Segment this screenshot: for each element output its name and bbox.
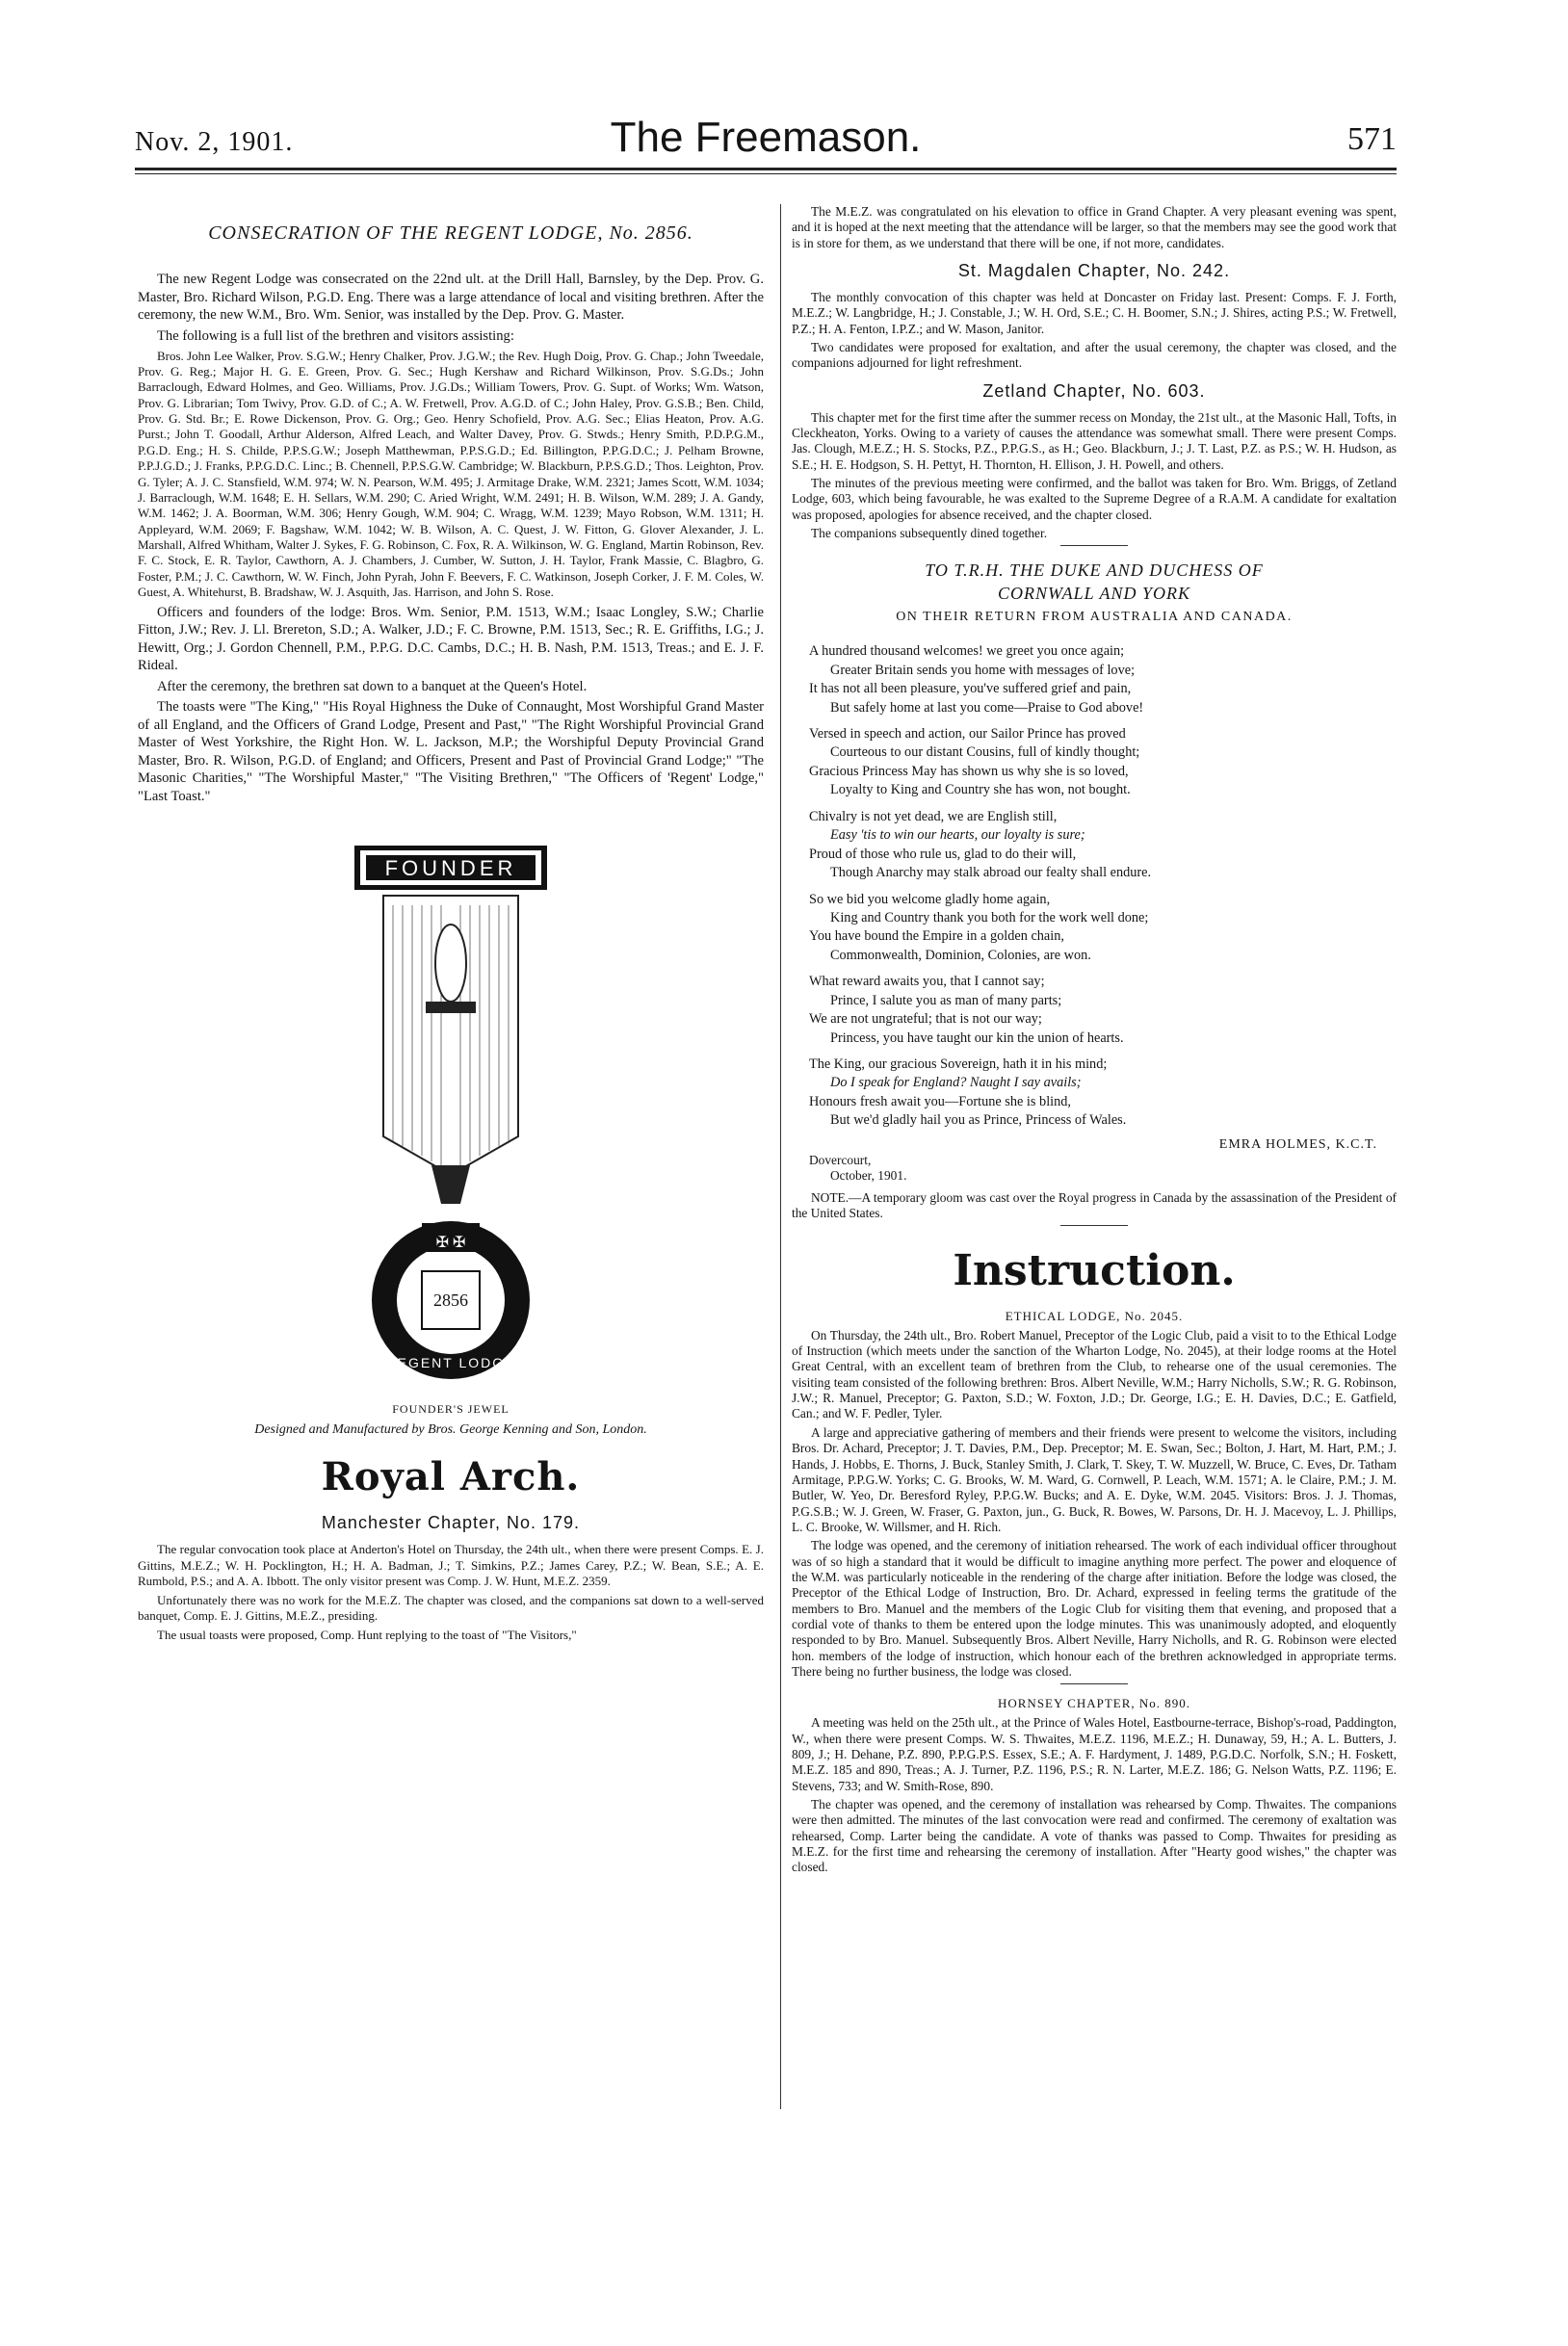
poem-line: Versed in speech and action, our Sailor Prince has proved xyxy=(809,726,1126,743)
issue-date: Nov. 2, 1901. xyxy=(135,127,294,157)
section-separator xyxy=(1060,1225,1128,1226)
hornsey-p1: A meeting was held on the 25th ult., at the Prince of Wales Hotel, Eastbourne-terrace, Bishop's-road, Paddington, W., when there were present Comps. W. S. Thwaites, M.E.Z. 1196, M.E.Z.; H. Dunaway, 59, H.; A. L. Butters, J. 809, J.; H. Dehane, P.Z. 890, P.P.G.P.S. Essex, S.E.; A. F. Hardyment, J. 1489, P.G.D.C. Norfolk, S.N.; H. Foskett, M.E.Z. 185 and 890, Treas.; A. J. Turner, P.Z. 1196, P.S.; R. N. Larter, M.E.Z. 186; G. Nelson Watts, P.Z. 1196; E. Stevens, 733; and W. Smith-Rose, 890. xyxy=(792,1715,1397,1793)
st-magdalen-p2: Two candidates were proposed for exaltation, and after the usual ceremony, the chapter was closed, and the companions adjourned for light refreshment. xyxy=(792,340,1397,371)
officers-paragraph: Officers and founders of the lodge: Bros. Wm. Senior, P.M. 1513, W.M.; Isaac Longley, S.W.; Charlie Fitton, J.W.; Rev. J. Ll. Brereton, S.D.; A. Walker, J.D.; F. C. Browne, P.M. 1513, Sec.; R. E. Griffiths, I.G.; J. Hewitt, Org.; J. Gordon Chennell, P.M., P.P.G. D.C. Cambs, D.C.; H. B. Nash, P.M. 1513, Treas.; and E. J. F. Rideal. xyxy=(138,604,764,674)
founders-jewel-illustration xyxy=(326,819,576,1396)
poem-line: Proud of those who rule us, glad to do their will, xyxy=(809,846,1077,862)
jewel-emblem xyxy=(435,925,466,1002)
jewel-ring-label: REGENT LODGE xyxy=(385,1355,516,1371)
poem-line: The King, our gracious Sovereign, hath it in his mind; xyxy=(809,1056,1108,1073)
poem-line: But safely home at last you come—Praise to God above! xyxy=(830,699,1144,716)
right-column xyxy=(792,204,1397,1879)
poem-line: Loyalty to King and Country she has won, not bought. xyxy=(830,782,1131,798)
instruction-heading: Instruction. xyxy=(953,1246,1236,1296)
poem-line: Commonwealth, Dominion, Colonies, are won. xyxy=(830,947,1091,963)
poem-line: Easy 'tis to win our hearts, our loyalty is sure; xyxy=(830,827,1085,844)
ethical-p1: On Thursday, the 24th ult., Bro. Robert Manuel, Preceptor of the Logic Club, paid a visit to to the Ethical Lodge of Instruction (which meets under the sanction of the Wharton Lodge, No. 2045), at their lodge rooms at the Hotel Great Central, with an excellent team of brethren from the Club, to rehearse one of the usual ceremonies. The visiting team consisted of the following brethren: Bros. Albert Neville, W.M.; Harry Nicholls, S.W.; R. G. Robinson, J.W.; R. Manuel, Preceptor; G. Paxton, S.D.; W. Foxton, J.D.; Dr. George, I.G.; E. H. Davies, D.C.; E. Gatfield, Can.; and W. F. Pedler, Tyler. xyxy=(792,1327,1397,1421)
poem-date: October, 1901. xyxy=(830,1168,907,1184)
st-magdalen-p1: The monthly convocation of this chapter was held at Doncaster on Friday last. Present: Comps. F. J. Forth, M.E.Z.; W. Langbridge, H.; J. Constable, J.; W. H. Ord, S.E.; C. H. Boomer, S.N.; J. Shires, acting P.S.; W. Fretwell, P.Z.; H. A. Fenton, I.P.Z.; and W. Mason, Janitor. xyxy=(792,289,1397,336)
poem-line: Greater Britain sends you home with messages of love; xyxy=(830,662,1136,678)
zetland-p3: The companions subsequently dined together. xyxy=(811,526,1048,541)
zetland-title: Zetland Chapter, No. 603. xyxy=(982,380,1206,401)
poem-line: Chivalry is not yet dead, we are English still, xyxy=(809,808,1058,824)
poem-dateline xyxy=(809,1153,1397,1185)
masthead-title: The Freemason. xyxy=(610,114,922,161)
zetland-p1: This chapter met for the first time after the summer recess on Monday, the 21st ult., at the Masonic Hall, Tofts, in Cleckheaton, Yorks. Owing to a variety of causes the attendance was somewhat small. There were present Comps. Jas. Clough, M.E.Z.; H. S. Stocks, P.Z., P.P.G.S., as H.; Geo. Blackburn, J.; J. T. Last, P.Z. as P.S.; W. H. Hudson, as S.E.; H. E. Hodgson, S. H. Pettyt, H. Thornton, H. Ellison, J. H. Powell, and others. xyxy=(792,409,1397,472)
poem-line: We are not ungrateful; that is not our way; xyxy=(809,1011,1042,1028)
hornsey-chapter-title: HORNSEY CHAPTER, No. 890. xyxy=(997,1696,1191,1711)
jewel-caption: FOUNDER'S JEWEL xyxy=(392,1402,510,1417)
poem-title xyxy=(792,560,1397,605)
poem-line: Honours fresh await you—Fortune she is blind, xyxy=(809,1093,1072,1109)
header-rule-thin xyxy=(135,173,1397,174)
banquet-paragraph: After the ceremony, the brethren sat down to a banquet at the Queen's Hotel. xyxy=(157,678,588,694)
manchester-chapter-title: Manchester Chapter, No. 179. xyxy=(321,1513,581,1533)
manchester-p1: The regular convocation took place at Anderton's Hotel on Thursday, the 24th ult., when there were present Comps. E. J. Gittins, M.E.Z.; W. H. Pocklington, H.; H. A. Badman, J.; T. Simkins, P.Z.; James Carey, P.Z.; W. Bean, S.E.; A. E. Rumbold, P.S.; and A. A. Ibbott. The only visitor present was Comp. J. W. Hunt, M.E.Z. 2359. xyxy=(138,1542,764,1589)
ethical-lodge-title: ETHICAL LODGE, No. 2045. xyxy=(1005,1308,1184,1323)
poem-line: What reward awaits you, that I cannot say; xyxy=(809,974,1045,990)
brethren-list-intro: The following is a full list of the brethren and visitors assisting: xyxy=(157,327,514,344)
section-separator xyxy=(1060,545,1128,546)
consecration-intro: The new Regent Lodge was consecrated on the 22nd ult. at the Drill Hall, Barnsley, by the Dep. Prov. G. Master, Bro. Richard Wilson, P.G.D. Eng. There was a large attendance of local and visiting brethren. After the ceremony, the new W.M., Bro. Wm. Senior, was installed by the Dep. Prov. G. Master. xyxy=(138,272,764,324)
page-header xyxy=(135,114,1397,162)
poem-note: NOTE.—A temporary gloom was cast over the Royal progress in Canada by the assassination of the President of the United States. xyxy=(792,1189,1397,1220)
continuation-paragraph: The M.E.Z. was congratulated on his elevation to office in Grand Chapter. A very pleasant evening was spent, and it is hoped at the next meeting that the attendance will be larger, so that the members may see the good work that is in store for them, as we understand that there will be one, if not more, candidates. xyxy=(792,204,1397,250)
toasts-paragraph: The toasts were "The King," "His Royal Highness the Duke of Connaught, Most Worshipful Grand Master of all England, and the Officers of Grand Lodge, Present and Past," "The Right Worshipful Provincial Grand Master of West Yorkshire, the Right Hon. W. L. Jackson, M.P.; the Worshipful Deputy Provincial Grand Master, Bro. R. Wilson, P.G.D. of England; and Officers, Present and Past of Provincial Grand Lodge;" "The Masonic Charities," "The Worshipful Master," "The Visiting Brethren," "The Officers of 'Regent' Lodge," "Last Toast." xyxy=(138,699,764,804)
jewel-maker-caption: Designed and Manufactured by Bros. George Kenning and Son, London. xyxy=(254,1421,647,1437)
jewel-lodge-number: 2856 xyxy=(433,1290,468,1311)
poem-title-line-1: TO T.R.H. THE DUKE AND DUCHESS OF xyxy=(925,560,1264,581)
hornsey-p2: The chapter was opened, and the ceremony of installation was rehearsed by Comp. Thwaites. The companions were then admitted. The minutes of the last convocation were read and confirmed. The ceremony of exaltation was rehearsed, Comp. Larter being the candidate. A vote of thanks was passed to Comp. Thwaites for presiding as M.E.Z. for the first time and rehearsing the ceremony of installation. After "Hearty good wishes," the chapter was closed. xyxy=(792,1796,1397,1875)
poem-line: Princess, you have taught our kin the union of hearts. xyxy=(830,1030,1124,1046)
manchester-p3: The usual toasts were proposed, Comp. Hunt replying to the toast of "The Visitors," xyxy=(157,1627,577,1642)
poem-line: Do I speak for England? Naught I say avails; xyxy=(830,1075,1082,1091)
manchester-p2: Unfortunately there was no work for the M.E.Z. The chapter was closed, and the companions sat down to a well-served banquet, Comp. E. J. Gittins, M.E.Z., presiding. xyxy=(138,1592,764,1624)
poem-line: Gracious Princess May has shown us why she is so loved, xyxy=(809,763,1129,779)
left-column xyxy=(138,212,764,1646)
ethical-p3: The lodge was opened, and the ceremony of initiation rehearsed. The work of each individual officer throughout was of so high a standard that it would be difficult to imagine anything more perfect. The power and eloquence of the W.M. was particularly noticeable in the rendering of the charge after initiation. Before the lodge was closed, the Preceptor of the Ethical Lodge of Instruction, Bro. Dr. Achard, expressed in feeling terms the gratitude of the members to Bro. Manuel and the members of the Logic Club for visiting them that evening, and proposed that a cordial vote of thanks to them be entered upon the lodge minutes. This was unanimously adopted, and eloquently responded to by Bro. Manuel. Subsequently Bros. Albert Neville, Harry Nicholls, and R. G. Robinson were elected hon. members of the lodge of instruction, which honour each of the brethren acknowledged in appropriate terms. There being no further business, the lodge was closed. xyxy=(792,1538,1397,1679)
poem-signature: EMRA HOLMES, K.C.T. xyxy=(1218,1136,1377,1152)
st-magdalen-title: St. Magdalen Chapter, No. 242. xyxy=(957,261,1231,281)
section-separator xyxy=(1060,1683,1128,1684)
poem-line: So we bid you welcome gladly home again, xyxy=(809,891,1051,907)
ethical-p2: A large and appreciative gathering of members and their friends were present to welcome the visitors, including Bros. Dr. Achard, Preceptor; J. T. Davies, P.M., Dep. Preceptor; M. E. Swan, Sec.; Bolton, J. Hart, M. Hart, P.M.; J. Hands, J. Hobbs, E. Thorns, J. Buck, Stanley Smith, J. Clark, T. Skey, T. W. Muzzell, W. Bruce, C. Eves, Dr. Tatham Armitage, P.P.G.W. Yorks; C. G. Brooks, W. M. Ward, G. Cornwell, P. Leach, W.M. 1571; A. le Claire, P.M.; J. M. Butler, W. Yeo, Dr. Beresford Ryley, P.P.G.W. Bucks; and A. E. Dyke, W.M. 2045. Visitors: Bros. J. J. Thomas, P.G.S.B.; W. J. Green, W. Fraser, G. Paxton, jun., G. Buck, R. Bowes, W. Parsons, Dr. H. J. Macevoy, L. J. Phillips, L. C. Brooke, W. Willsmer, and H. Rich. xyxy=(792,1424,1397,1534)
column-divider xyxy=(780,204,781,2109)
poem-line: It has not all been pleasure, you've suffered grief and pain, xyxy=(809,681,1132,697)
header-rule xyxy=(135,168,1397,170)
poem-line: Though Anarchy may stalk abroad our fealty shall endure. xyxy=(830,865,1152,881)
svg-text:✠ ✠: ✠ ✠ xyxy=(435,1235,466,1252)
poem-line: A hundred thousand welcomes! we greet you once again; xyxy=(809,643,1125,660)
royal-arch-heading: Royal Arch. xyxy=(321,1454,581,1500)
poem-line: But we'd gladly hail you as Prince, Princess of Wales. xyxy=(830,1112,1127,1129)
brethren-list: Bros. John Lee Walker, Prov. S.G.W.; Henry Chalker, Prov. J.G.W.; the Rev. Hugh Doig, Prov. G. Chap.; John Tweedale, Prov. G. Reg.; Major H. G. E. Green, Prov. G. Sec.; Hugh Kershaw and Richard Wilkinson, Prov. S.G.Ds.; John Barraclough, Edward Holmes, and Geo. Williams, Prov. J.G.Ds.; William Towers, Prov. G. Supt. of Works; Wm. Watson, Prov. G. Librarian; Tom Twivy, Prov. G.D. of C.; A. W. Fretwell, Prov. A.G.D. of C.; John Haley, Prov. G.S.B.; Ben. Child, Prov. G. Std. Br.; E. Rowe Dickenson, Prov. G. Org.; Geo. Henry Schofield, Prov. A.G. Sec.; Elias Heaton, Prov. A.G. Purst.; John T. Goodall, Arthur Alderson, Alfred Leach, and Walter Davey, Prov. G. Stwds.; Henry Smith, P.D.P.G.M., P.G.D. Eng.; H. S. Childe, P.P.S.G.W.; Joseph Matthewman, P.P.S.G.D.; Ed. Billington, P.P.G.D.C.; J. Pelham Browne, P.P.J.G.D.; J. Franks, P.P.G.D.C. Linc.; B. Chennell, P.P.S.G.W. Cambridge; W. Blackburn, P.P.S.G.D.; Thos. Leighton, Prov. G. Tyler; A. J. C. Stansfield, W.M. 974; W. N. Pearson, W.M. 495; J. Armitage Drake, W.M. 2321; James Scott, W.M. 1034; J. Barraclough, W.M. 1648; E. H. Sellars, W.M. 290; C. Aried Wright, W.M. 2491; H. B. Wilson, W.M. 289; J. A. Gandy, W.M. 1462; J. A. Boorman, W.M. 306; Henry Gough, W.M. 904; C. Wragg, W.M. 1239; Mayo Robson, W.M. 1311; H. Appleyard, W.M. 2069; F. Bagshaw, W.M. 1042; W. B. Wilson, A. C. Quest, J. W. Fitton, G. Glover Alexander, J. L. Marshall, Alfred Whitham, Walter J. Sykes, F. G. Robinson, C. Fox, R. A. Wilkinson, W. G. England, Martin Robinson, Rev. F. C. Stock, E. R. Taylor, Cawthorn, A. J. Chambers, J. Cumber, W. Sutton, J. H. Taylor, Frank Massie, C. Blagbro, G. Foster, P.M.; J. C. Cawthorn, W. W. Finch, John Pyrah, John F. Beevers, F. C. Watkinson, Joseph Corker, J. F. M. Coles, W. Guest, A. Whitehurst, B. Bradshaw, W. J. Asquith, Jas. Harrison, and John S. Rose. xyxy=(138,348,764,600)
consecration-title: CONSECRATION OF THE REGENT LODGE, No. 2856. xyxy=(208,222,693,244)
poem-place: Dovercourt, xyxy=(809,1152,872,1167)
poem-line: Courteous to our distant Cousins, full of kindly thought; xyxy=(830,744,1140,761)
poem-line: King and Country thank you both for the work well done; xyxy=(830,909,1149,925)
poem-line: You have bound the Empire in a golden chain, xyxy=(809,928,1064,945)
poem-body xyxy=(809,642,1397,1131)
zetland-p2: The minutes of the previous meeting were confirmed, and the ballot was taken for Bro. Wm. Briggs, of Zetland Lodge, 603, which being favourable, he was exalted to the Supreme Degree of a R.A.M. A candidate for exaltation was proposed, apologies for absence received, and the chapter closed. xyxy=(792,476,1397,522)
jewel-clasp xyxy=(431,1165,470,1204)
poem-subtitle: ON THEIR RETURN FROM AUSTRALIA AND CANADA. xyxy=(896,610,1293,625)
page-number: 571 xyxy=(1347,121,1397,157)
poem-line: Prince, I salute you as man of many parts; xyxy=(830,992,1062,1008)
jewel-bar-label: FOUNDER xyxy=(384,856,517,881)
poem-title-line-2: CORNWALL AND YORK xyxy=(997,583,1191,603)
